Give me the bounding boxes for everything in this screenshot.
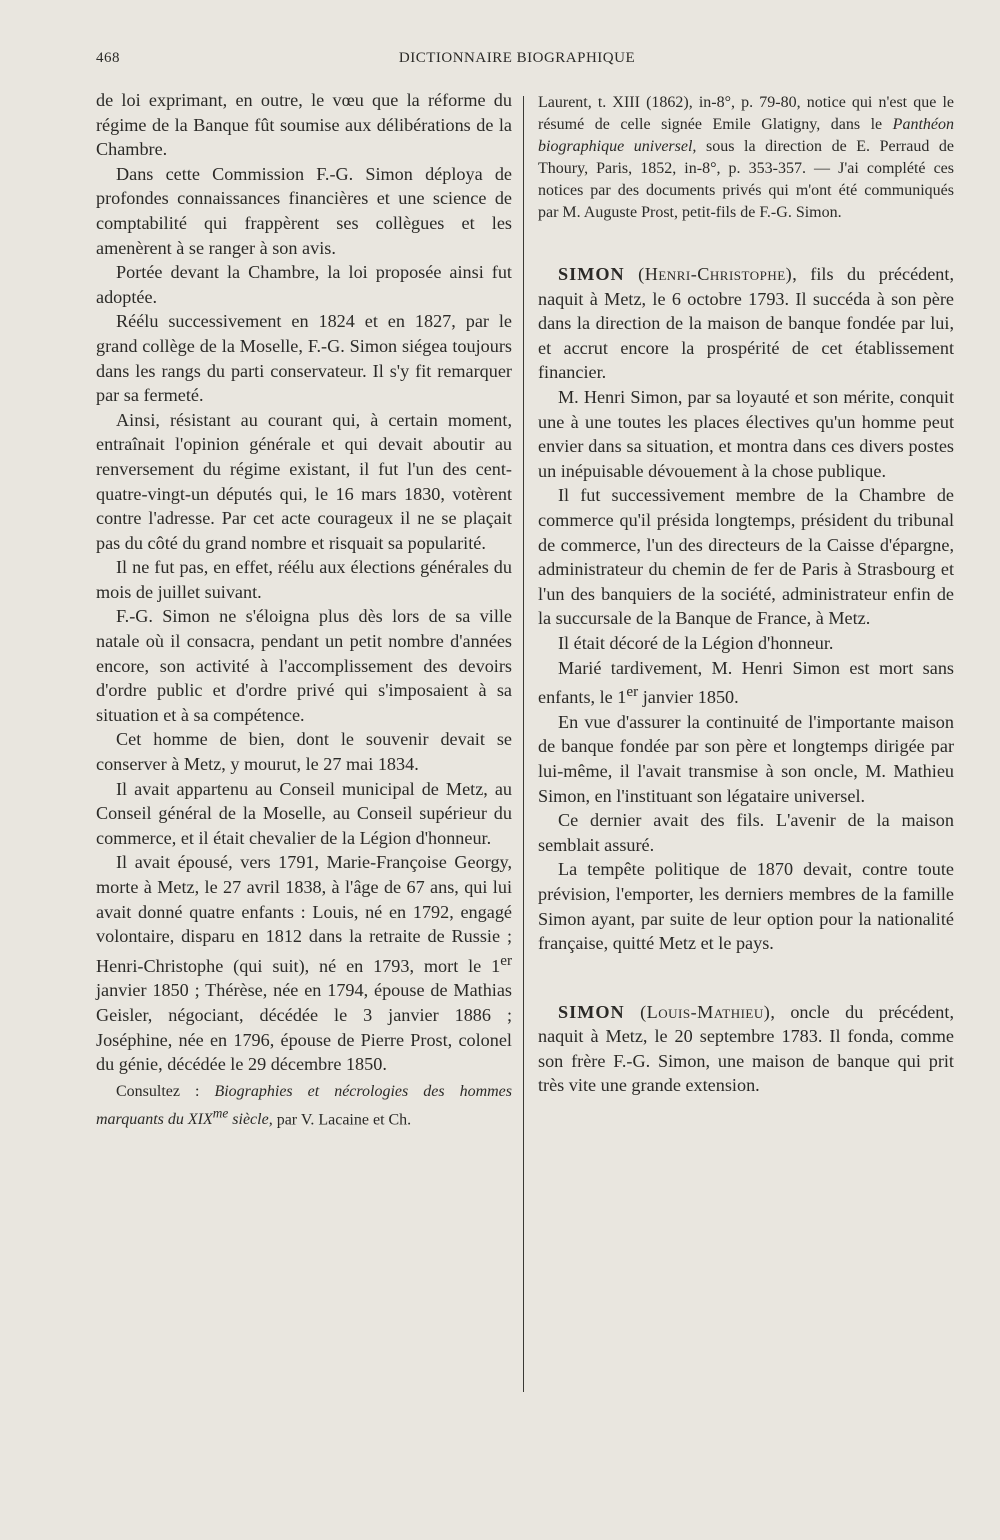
paragraph-children: Il avait épousé, vers 1791, Marie-Françoise Georgy, morte à Metz, le 27 avril 1838, à l'âge de 67 ans, qui lui avait donné quatre enfants : Louis, né en 1792, engagé volontaire, disparu en 1812 dans la retraite de Russie ; Henri-Christophe (qui suit), né en 1793, mort le 1er janvier 1850 ; Thérèse, née en 1794, épouse de Mathias Geisler, négociant, décédée le 3 janvier 1886 ; Joséphine, née en 1796, épouse de Pierre Prost, colonel du génie, décédée le 29 décembre 1850. [96,852,512,1075]
entry-given-names: (Henri-Christophe) [638,264,793,284]
entry-louis-mathieu [538,1000,954,1098]
paragraph: Dans cette Commission F.-G. Simon déploya de profondes connaissances financières et une science de comptabilité qui frappèrent ses collègues et les amenèrent à se ranger à son avis. [96,163,512,258]
page-number: 468 [96,50,120,66]
column-divider [523,96,524,1392]
paragraph: de loi exprimant, en outre, le vœu que la réforme du régime de la Banque fût soumise aux délibérations de la Chambre. [96,90,512,160]
right-column [538,88,954,1098]
paragraph: Il ne fut pas, en effet, réélu aux élections générales du mois de juillet suivant. [96,557,512,602]
paragraph: Portée devant la Chambre, la loi proposée ainsi fut adoptée. [96,262,512,307]
paragraph: F.-G. Simon ne s'éloigna plus dès lors de sa ville natale où il consacra, pendant un petit nombre d'années encore, son activité à l'accomplissement des devoirs d'ordre public et d'ordre privé qui s'imposaient à sa situation et à sa compétence. [96,606,512,725]
entry-given-names: (Louis-Mathieu) [640,1001,771,1022]
consult-reference: Consultez : Biographies et nécrologies des hommes marquants du $XIX^{me}$ siècle, par V. Lacaine et Ch. [96,1082,513,1129]
entry-heading-paragraph: SIMON (Henri-Christophe), fils du précédent, naquit à Metz, le 6 octobre 1793. Il succéda à son père dans la direction de la maison de banque fondée par lui, et accrut encore la prospérité de cet établissement financier. [538,264,955,383]
paragraph: Il était décoré de la Légion d'honneur. [558,632,834,653]
paragraph: La tempête politique de 1870 devait, contre toute prévision, l'emporter, les derniers membres de la famille Simon ayant, par suite de leur option pour la nationalité française, quitté Metz et le pays. [538,859,954,954]
paragraph: Ainsi, résistant au courant qui, à certain moment, entraînait l'opinion générale et qui devait aboutir au renversement du régime existant, il fut l'un des cent-quatre-vingt-un députés qui, le 16 mars 1830, votèrent contre l'adresse. Par cet acte courageux il ne se plaçait pas du côté du grand nombre et risquait sa popularité. [96,409,512,553]
consult-reference-continued: Laurent, t. XIII (1862), in-8°, p. 79-80, notice qui n'est que le résumé de celle signée Emile Glatigny, dans le Panthéon biographique universel, sous la direction de E. Perraud de Thoury, Paris, 1852, in-8°, p. 353-357. — J'ai complété ces notices par des documents privés qui m'ont été communiqués par M. Auguste Prost, petit-fils de F.-G. Simon. [538,94,954,221]
paragraph: M. Henri Simon, par sa loyauté et son mérite, conquit une à une toutes les places électives qu'un homme peut envier dans sa situation, et montra dans ces divers postes un inépuisable dévouement à la chose publique. [538,386,954,481]
reference-title: Biographies et nécrologies des hommes marquants du $XIX^{me}$ siècle, [96,1082,513,1129]
paragraph: Réélu successivement en 1824 et en 1827, par le grand collège de la Moselle, F.-G. Simon siégea toujours dans les rangs du parti conservateur. Il s'y fit remarquer par sa fermeté. [96,311,512,406]
paragraph: Cet homme de bien, dont le souvenir devait se conserver à Metz, y mourut, le 27 mai 1834. [96,729,512,775]
entry-henri-christophe [538,262,954,956]
paragraph: En vue d'assurer la continuité de l'importante maison de banque fondée par son père et longtemps dirigée par lui-même, il l'avait transmise à son oncle, M. Mathieu Simon, en l'instituant son légataire universel. [538,711,954,806]
paragraph: Marié tardivement, M. Henri Simon est mort sans enfants, le 1er janvier 1850. [538,657,954,708]
page-header [96,50,938,74]
entry-surname: SIMON [558,264,625,284]
entry-heading-paragraph: SIMON (Louis-Mathieu), oncle du précédent, naquit à Metz, le 20 septembre 1783. Il fonda, comme son frère F.-G. Simon, une maison de banque qui prit très vite une grande extension. [538,1001,954,1096]
paragraph: Ce dernier avait des fils. L'avenir de la maison semblait assuré. [538,810,954,855]
paragraph: Il avait appartenu au Conseil municipal de Metz, au Conseil général de la Moselle, au Conseil supérieur du commerce, et il était chevalier de la Légion d'honneur. [96,778,512,848]
left-column [96,88,512,1131]
entry-surname: SIMON [558,1001,625,1022]
reference-title: Panthéon biographique universel, [538,116,954,155]
running-head: DICTIONNAIRE BIOGRAPHIQUE [398,50,636,66]
paragraph: Il fut successivement membre de la Chambre de commerce qu'il présida longtemps, président du tribunal de commerce, l'un des directeurs de la Caisse d'épargne, administrateur du chemin de fer de Paris à Strasbourg et l'un des banquiers de la société, administrateur enfin de la succursale de la Banque de France, à Metz. [538,485,954,629]
